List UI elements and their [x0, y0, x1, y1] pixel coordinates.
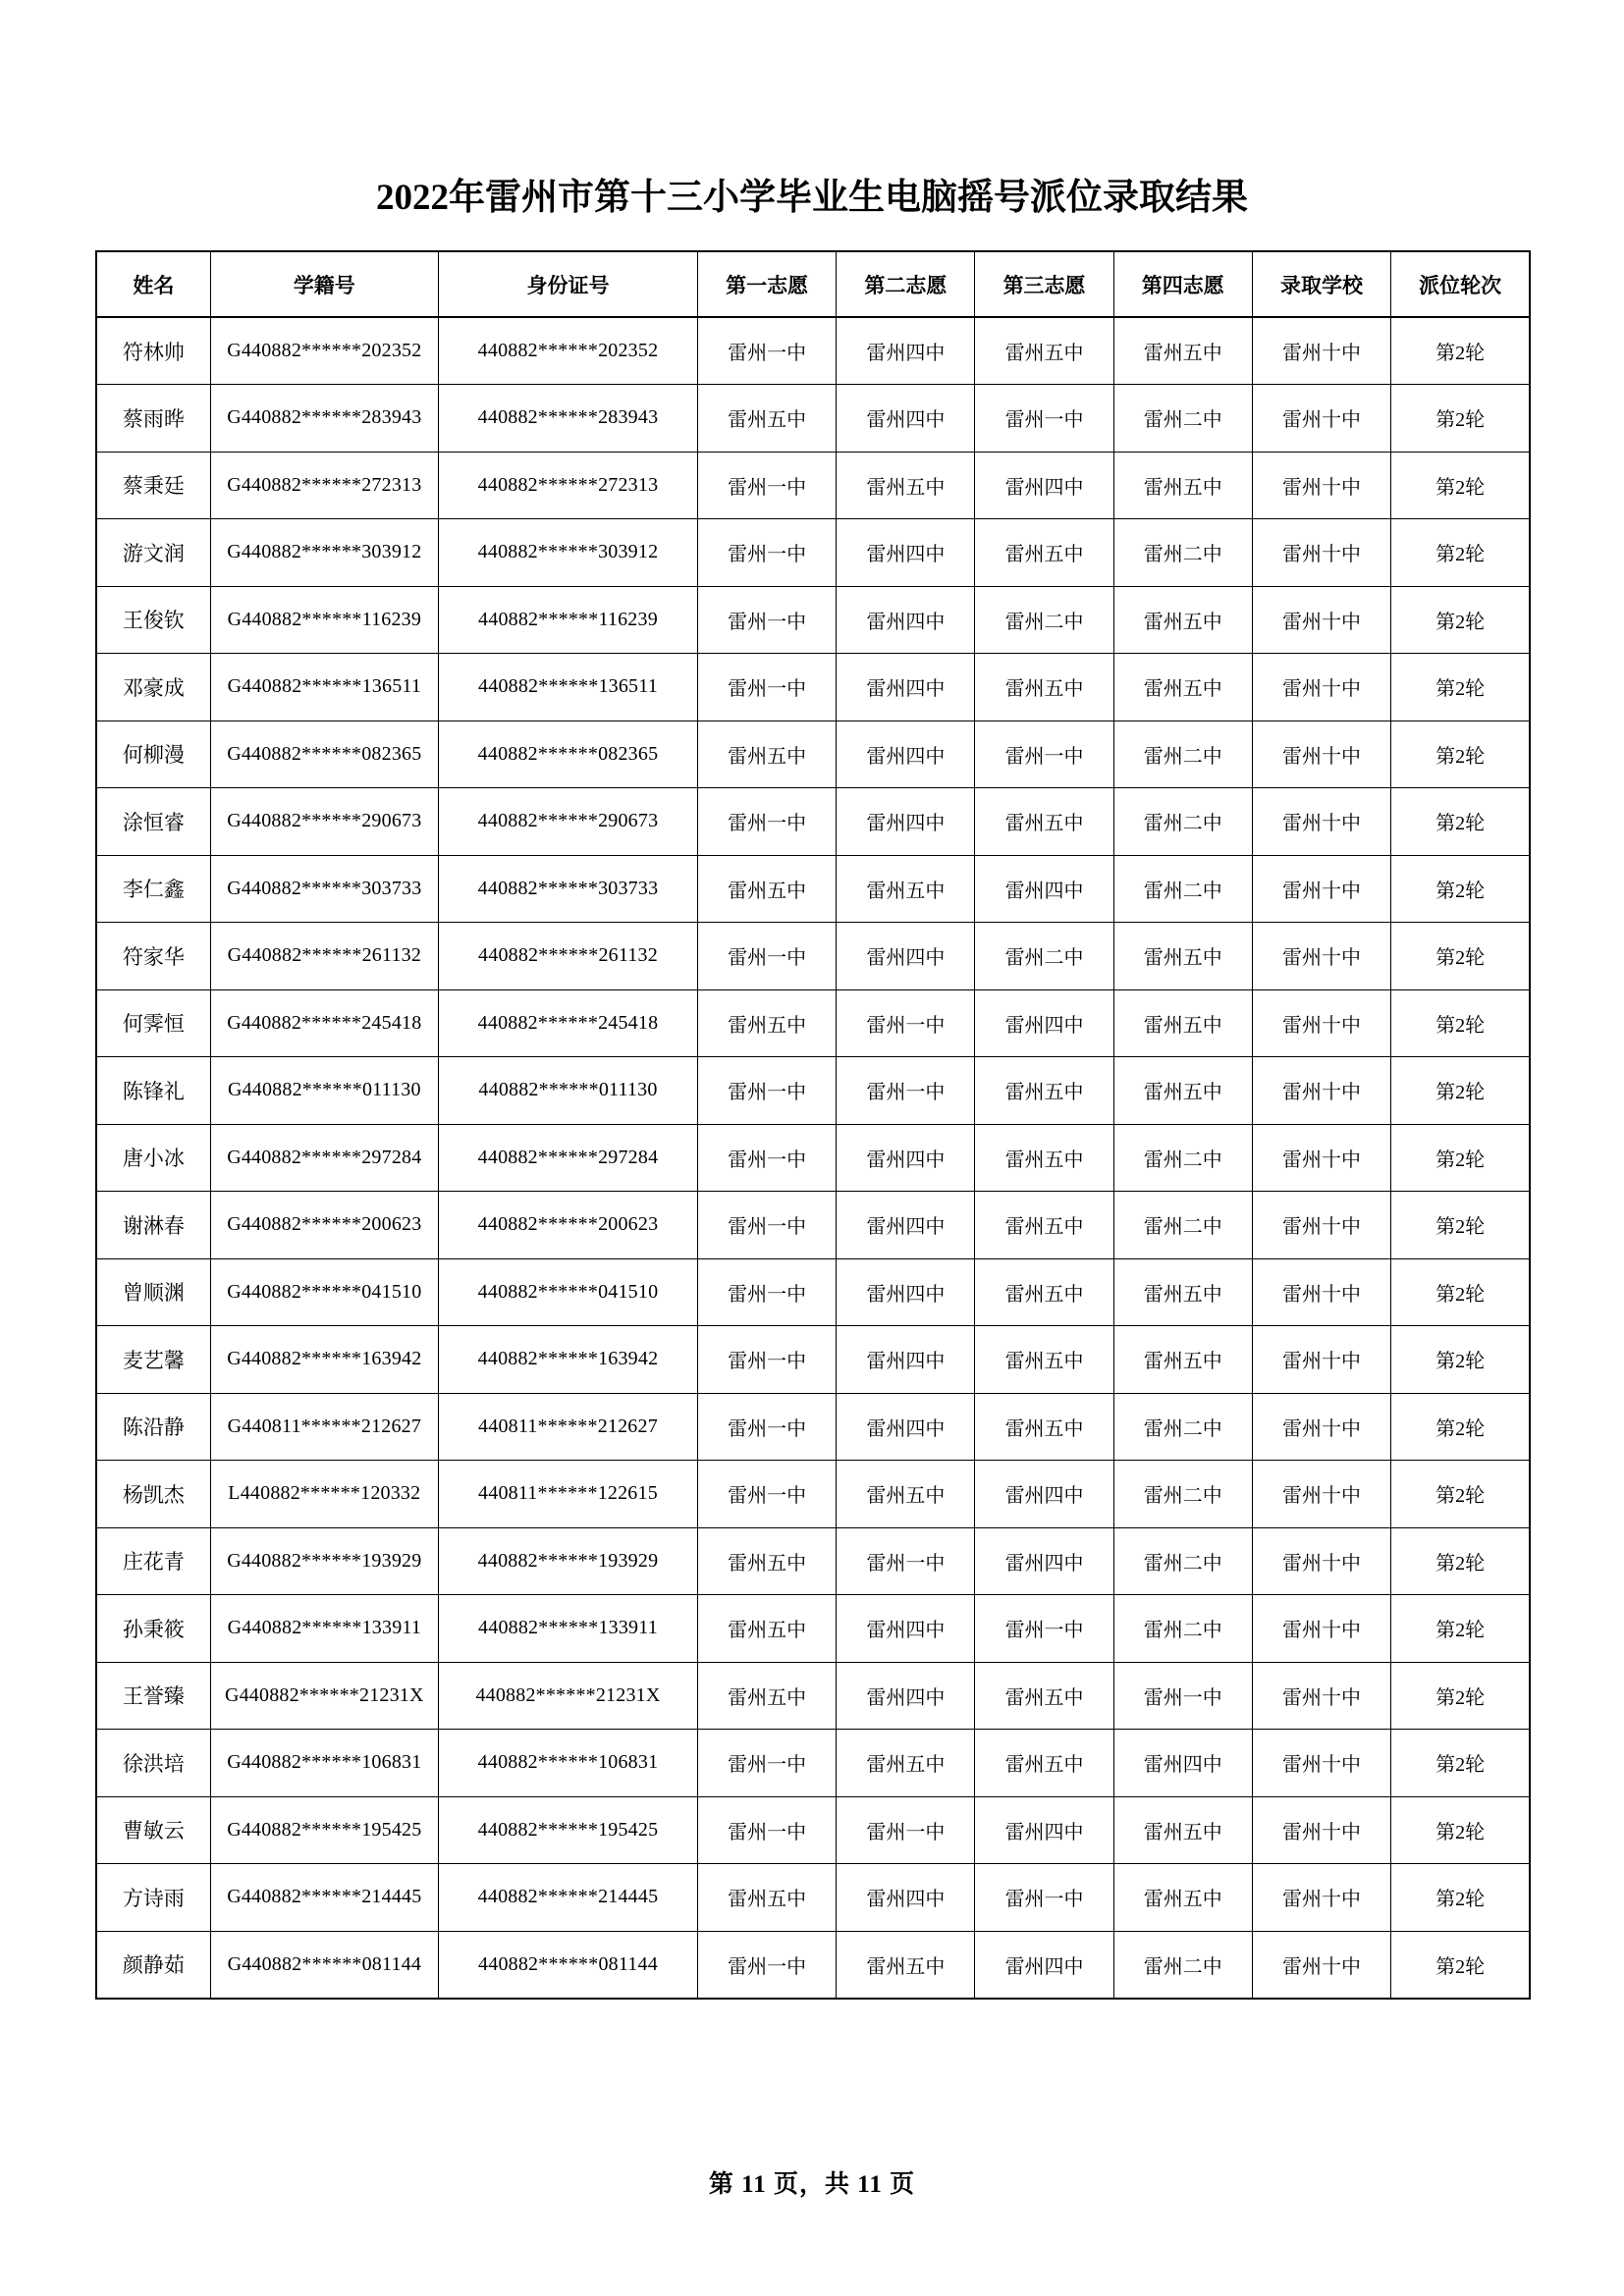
cell-name: 谢淋春 [96, 1192, 210, 1259]
cell-idno: 440882******116239 [438, 586, 697, 654]
cell-ch2: 雷州五中 [837, 1461, 975, 1528]
table-row [96, 923, 1530, 990]
table-row [96, 1258, 1530, 1326]
table-row [96, 654, 1530, 721]
table-row [96, 1192, 1530, 1259]
cell-ch4: 雷州二中 [1113, 855, 1252, 923]
cell-name: 颜静茹 [96, 1931, 210, 1999]
cell-idno: 440882******041510 [438, 1258, 697, 1326]
cell-ch4: 雷州二中 [1113, 721, 1252, 788]
cell-name: 涂恒睿 [96, 788, 210, 856]
table-row [96, 586, 1530, 654]
cell-idno: 440882******303912 [438, 519, 697, 587]
cell-ch3: 雷州四中 [975, 1931, 1113, 1999]
cell-ch1: 雷州五中 [697, 1595, 836, 1663]
column-header-choice-4: 第四志愿 [1113, 251, 1252, 317]
cell-round: 第2轮 [1391, 1730, 1530, 1797]
cell-round: 第2轮 [1391, 317, 1530, 385]
cell-name: 符林帅 [96, 317, 210, 385]
cell-ch2: 雷州四中 [837, 1662, 975, 1730]
cell-ch2: 雷州四中 [837, 1864, 975, 1932]
cell-round: 第2轮 [1391, 1057, 1530, 1125]
cell-xueji: G440882******041510 [210, 1258, 438, 1326]
cell-ch2: 雷州五中 [837, 452, 975, 519]
cell-ch2: 雷州一中 [837, 1796, 975, 1864]
cell-xueji: G440882******283943 [210, 385, 438, 453]
cell-ch1: 雷州一中 [697, 1796, 836, 1864]
cell-idno: 440882******202352 [438, 317, 697, 385]
cell-ch2: 雷州一中 [837, 989, 975, 1057]
cell-ch2: 雷州四中 [837, 923, 975, 990]
cell-ch1: 雷州一中 [697, 1461, 836, 1528]
cell-ch2: 雷州四中 [837, 317, 975, 385]
cell-ch2: 雷州四中 [837, 1326, 975, 1394]
cell-ch2: 雷州四中 [837, 1124, 975, 1192]
cell-school: 雷州十中 [1252, 452, 1390, 519]
cell-ch3: 雷州一中 [975, 385, 1113, 453]
cell-name: 孙秉筱 [96, 1595, 210, 1663]
cell-round: 第2轮 [1391, 586, 1530, 654]
cell-idno: 440882******283943 [438, 385, 697, 453]
cell-ch1: 雷州一中 [697, 923, 836, 990]
cell-name: 方诗雨 [96, 1864, 210, 1932]
cell-ch2: 雷州一中 [837, 1527, 975, 1595]
cell-ch4: 雷州五中 [1113, 989, 1252, 1057]
table-header-row [96, 251, 1530, 317]
cell-ch4: 雷州一中 [1113, 1662, 1252, 1730]
cell-ch2: 雷州四中 [837, 788, 975, 856]
cell-ch1: 雷州一中 [697, 1730, 836, 1797]
table-row [96, 1864, 1530, 1932]
cell-idno: 440882******136511 [438, 654, 697, 721]
cell-ch2: 雷州五中 [837, 855, 975, 923]
cell-round: 第2轮 [1391, 1393, 1530, 1461]
table-row [96, 989, 1530, 1057]
cell-xueji: G440882******200623 [210, 1192, 438, 1259]
cell-idno: 440882******272313 [438, 452, 697, 519]
cell-ch2: 雷州五中 [837, 1931, 975, 1999]
cell-ch4: 雷州二中 [1113, 1393, 1252, 1461]
cell-xueji: G440882******272313 [210, 452, 438, 519]
cell-round: 第2轮 [1391, 989, 1530, 1057]
column-header-xueji: 学籍号 [210, 251, 438, 317]
cell-school: 雷州十中 [1252, 721, 1390, 788]
column-header-school: 录取学校 [1252, 251, 1390, 317]
table-row [96, 519, 1530, 587]
cell-ch3: 雷州五中 [975, 1662, 1113, 1730]
cell-idno: 440882******082365 [438, 721, 697, 788]
cell-round: 第2轮 [1391, 519, 1530, 587]
table-row [96, 1730, 1530, 1797]
cell-ch1: 雷州一中 [697, 1057, 836, 1125]
cell-idno: 440882******106831 [438, 1730, 697, 1797]
cell-ch1: 雷州五中 [697, 1662, 836, 1730]
cell-xueji: G440882******193929 [210, 1527, 438, 1595]
table-row [96, 1326, 1530, 1394]
cell-idno: 440882******163942 [438, 1326, 697, 1394]
cell-idno: 440882******193929 [438, 1527, 697, 1595]
table-row [96, 1796, 1530, 1864]
cell-idno: 440882******303733 [438, 855, 697, 923]
cell-school: 雷州十中 [1252, 1258, 1390, 1326]
cell-idno: 440882******195425 [438, 1796, 697, 1864]
cell-ch4: 雷州二中 [1113, 1595, 1252, 1663]
cell-school: 雷州十中 [1252, 385, 1390, 453]
cell-xueji: G440882******011130 [210, 1057, 438, 1125]
table-row [96, 1124, 1530, 1192]
cell-round: 第2轮 [1391, 1864, 1530, 1932]
cell-ch2: 雷州四中 [837, 654, 975, 721]
cell-ch3: 雷州一中 [975, 1595, 1113, 1663]
cell-ch1: 雷州一中 [697, 1326, 836, 1394]
cell-ch1: 雷州一中 [697, 654, 836, 721]
cell-name: 王誉臻 [96, 1662, 210, 1730]
cell-name: 曹敏云 [96, 1796, 210, 1864]
cell-round: 第2轮 [1391, 1326, 1530, 1394]
cell-round: 第2轮 [1391, 1124, 1530, 1192]
cell-ch2: 雷州四中 [837, 519, 975, 587]
cell-idno: 440882******200623 [438, 1192, 697, 1259]
cell-ch4: 雷州五中 [1113, 586, 1252, 654]
cell-school: 雷州十中 [1252, 1931, 1390, 1999]
cell-xueji: G440882******261132 [210, 923, 438, 990]
cell-xueji: G440882******202352 [210, 317, 438, 385]
cell-ch3: 雷州四中 [975, 989, 1113, 1057]
cell-school: 雷州十中 [1252, 989, 1390, 1057]
cell-ch4: 雷州五中 [1113, 317, 1252, 385]
cell-idno: 440882******133911 [438, 1595, 697, 1663]
cell-idno: 440882******297284 [438, 1124, 697, 1192]
column-header-choice-1: 第一志愿 [697, 251, 836, 317]
cell-ch1: 雷州五中 [697, 385, 836, 453]
cell-xueji: G440882******195425 [210, 1796, 438, 1864]
cell-idno: 440882******214445 [438, 1864, 697, 1932]
cell-ch2: 雷州四中 [837, 385, 975, 453]
cell-ch3: 雷州四中 [975, 855, 1113, 923]
cell-xueji: G440811******212627 [210, 1393, 438, 1461]
table-row [96, 1931, 1530, 1999]
cell-xueji: G440882******136511 [210, 654, 438, 721]
cell-school: 雷州十中 [1252, 923, 1390, 990]
cell-school: 雷州十中 [1252, 1192, 1390, 1259]
cell-school: 雷州十中 [1252, 1730, 1390, 1797]
cell-idno: 440882******261132 [438, 923, 697, 990]
cell-name: 麦艺馨 [96, 1326, 210, 1394]
cell-round: 第2轮 [1391, 654, 1530, 721]
cell-ch4: 雷州五中 [1113, 1796, 1252, 1864]
cell-round: 第2轮 [1391, 1595, 1530, 1663]
cell-ch1: 雷州五中 [697, 721, 836, 788]
cell-ch4: 雷州二中 [1113, 385, 1252, 453]
cell-idno: 440882******290673 [438, 788, 697, 856]
cell-xueji: G440882******303733 [210, 855, 438, 923]
cell-ch4: 雷州二中 [1113, 519, 1252, 587]
cell-ch1: 雷州一中 [697, 519, 836, 587]
cell-ch3: 雷州四中 [975, 1461, 1113, 1528]
table-row [96, 1057, 1530, 1125]
cell-ch1: 雷州一中 [697, 1258, 836, 1326]
cell-ch1: 雷州一中 [697, 1124, 836, 1192]
cell-ch3: 雷州五中 [975, 1192, 1113, 1259]
cell-ch2: 雷州四中 [837, 721, 975, 788]
cell-ch4: 雷州二中 [1113, 1931, 1252, 1999]
cell-idno: 440882******011130 [438, 1057, 697, 1125]
cell-school: 雷州十中 [1252, 1662, 1390, 1730]
cell-ch2: 雷州四中 [837, 1192, 975, 1259]
cell-name: 蔡雨晔 [96, 385, 210, 453]
cell-idno: 440882******081144 [438, 1931, 697, 1999]
table-row [96, 317, 1530, 385]
cell-xueji: G440882******106831 [210, 1730, 438, 1797]
cell-round: 第2轮 [1391, 721, 1530, 788]
table-row [96, 721, 1530, 788]
cell-ch2: 雷州五中 [837, 1730, 975, 1797]
table-header [96, 251, 1530, 317]
cell-school: 雷州十中 [1252, 788, 1390, 856]
cell-idno: 440882******21231X [438, 1662, 697, 1730]
cell-ch1: 雷州一中 [697, 317, 836, 385]
cell-name: 曾顺渊 [96, 1258, 210, 1326]
cell-ch4: 雷州二中 [1113, 1124, 1252, 1192]
cell-idno: 440811******212627 [438, 1393, 697, 1461]
cell-xueji: G440882******245418 [210, 989, 438, 1057]
table-row [96, 1595, 1530, 1663]
cell-ch2: 雷州四中 [837, 586, 975, 654]
cell-round: 第2轮 [1391, 1461, 1530, 1528]
cell-xueji: G440882******290673 [210, 788, 438, 856]
cell-ch3: 雷州五中 [975, 1057, 1113, 1125]
cell-round: 第2轮 [1391, 923, 1530, 990]
cell-school: 雷州十中 [1252, 855, 1390, 923]
cell-ch3: 雷州四中 [975, 1527, 1113, 1595]
cell-ch3: 雷州五中 [975, 317, 1113, 385]
cell-school: 雷州十中 [1252, 654, 1390, 721]
column-header-name: 姓名 [96, 251, 210, 317]
cell-ch3: 雷州五中 [975, 788, 1113, 856]
cell-ch1: 雷州一中 [697, 586, 836, 654]
cell-ch3: 雷州一中 [975, 721, 1113, 788]
cell-name: 符家华 [96, 923, 210, 990]
cell-round: 第2轮 [1391, 1662, 1530, 1730]
cell-ch1: 雷州五中 [697, 989, 836, 1057]
cell-round: 第2轮 [1391, 385, 1530, 453]
cell-name: 陈沿静 [96, 1393, 210, 1461]
cell-school: 雷州十中 [1252, 1461, 1390, 1528]
cell-ch1: 雷州一中 [697, 788, 836, 856]
cell-name: 陈锋礼 [96, 1057, 210, 1125]
cell-ch1: 雷州五中 [697, 1527, 836, 1595]
cell-ch1: 雷州一中 [697, 1393, 836, 1461]
cell-ch2: 雷州四中 [837, 1595, 975, 1663]
cell-name: 游文润 [96, 519, 210, 587]
cell-school: 雷州十中 [1252, 1864, 1390, 1932]
cell-name: 杨凯杰 [96, 1461, 210, 1528]
cell-ch4: 雷州五中 [1113, 1057, 1252, 1125]
table-row [96, 1662, 1530, 1730]
cell-ch3: 雷州五中 [975, 1326, 1113, 1394]
cell-ch1: 雷州五中 [697, 855, 836, 923]
cell-ch4: 雷州五中 [1113, 1326, 1252, 1394]
table-row [96, 385, 1530, 453]
cell-school: 雷州十中 [1252, 1393, 1390, 1461]
cell-ch4: 雷州二中 [1113, 788, 1252, 856]
cell-xueji: G440882******082365 [210, 721, 438, 788]
cell-ch3: 雷州四中 [975, 1796, 1113, 1864]
cell-name: 何霁恒 [96, 989, 210, 1057]
cell-ch1: 雷州一中 [697, 452, 836, 519]
cell-ch2: 雷州四中 [837, 1258, 975, 1326]
table-row [96, 1527, 1530, 1595]
column-header-choice-2: 第二志愿 [837, 251, 975, 317]
cell-school: 雷州十中 [1252, 1796, 1390, 1864]
cell-school: 雷州十中 [1252, 1595, 1390, 1663]
cell-ch2: 雷州四中 [837, 1393, 975, 1461]
cell-name: 何柳漫 [96, 721, 210, 788]
table-body [96, 317, 1530, 1999]
cell-ch1: 雷州五中 [697, 1864, 836, 1932]
table-row [96, 1393, 1530, 1461]
cell-round: 第2轮 [1391, 452, 1530, 519]
table-row [96, 788, 1530, 856]
table-row [96, 1461, 1530, 1528]
cell-round: 第2轮 [1391, 1931, 1530, 1999]
cell-xueji: G440882******133911 [210, 1595, 438, 1663]
cell-round: 第2轮 [1391, 1192, 1530, 1259]
cell-ch4: 雷州二中 [1113, 1461, 1252, 1528]
cell-ch3: 雷州五中 [975, 1258, 1113, 1326]
cell-ch4: 雷州二中 [1113, 1192, 1252, 1259]
column-header-idno: 身份证号 [438, 251, 697, 317]
column-header-round: 派位轮次 [1391, 251, 1530, 317]
results-table [95, 250, 1531, 2000]
cell-school: 雷州十中 [1252, 1326, 1390, 1394]
cell-name: 蔡秉廷 [96, 452, 210, 519]
cell-xueji: G440882******214445 [210, 1864, 438, 1932]
cell-ch3: 雷州五中 [975, 1124, 1113, 1192]
cell-round: 第2轮 [1391, 1796, 1530, 1864]
cell-ch3: 雷州四中 [975, 452, 1113, 519]
cell-ch4: 雷州五中 [1113, 1258, 1252, 1326]
cell-ch3: 雷州五中 [975, 1393, 1113, 1461]
page-footer: 第 11 页，共 11 页 [708, 2171, 916, 2198]
cell-round: 第2轮 [1391, 1527, 1530, 1595]
cell-ch3: 雷州五中 [975, 654, 1113, 721]
cell-name: 庄花青 [96, 1527, 210, 1595]
cell-round: 第2轮 [1391, 855, 1530, 923]
cell-ch4: 雷州五中 [1113, 923, 1252, 990]
cell-school: 雷州十中 [1252, 317, 1390, 385]
page-title: 2022年雷州市第十三小学毕业生电脑摇号派位录取结果 [376, 178, 1248, 218]
cell-idno: 440882******245418 [438, 989, 697, 1057]
cell-idno: 440811******122615 [438, 1461, 697, 1528]
cell-round: 第2轮 [1391, 788, 1530, 856]
cell-school: 雷州十中 [1252, 586, 1390, 654]
cell-ch3: 雷州二中 [975, 923, 1113, 990]
cell-ch4: 雷州五中 [1113, 654, 1252, 721]
cell-xueji: L440882******120332 [210, 1461, 438, 1528]
cell-xueji: G440882******21231X [210, 1662, 438, 1730]
cell-name: 徐洪培 [96, 1730, 210, 1797]
cell-name: 邓豪成 [96, 654, 210, 721]
cell-school: 雷州十中 [1252, 1124, 1390, 1192]
cell-name: 李仁鑫 [96, 855, 210, 923]
cell-ch3: 雷州五中 [975, 519, 1113, 587]
cell-xueji: G440882******303912 [210, 519, 438, 587]
cell-name: 唐小冰 [96, 1124, 210, 1192]
column-header-choice-3: 第三志愿 [975, 251, 1113, 317]
results-table-container [95, 250, 1531, 2000]
cell-ch4: 雷州四中 [1113, 1730, 1252, 1797]
cell-xueji: G440882******116239 [210, 586, 438, 654]
cell-ch2: 雷州一中 [837, 1057, 975, 1125]
cell-ch3: 雷州五中 [975, 1730, 1113, 1797]
cell-name: 王俊钦 [96, 586, 210, 654]
cell-xueji: G440882******163942 [210, 1326, 438, 1394]
cell-ch3: 雷州二中 [975, 586, 1113, 654]
cell-ch4: 雷州五中 [1113, 452, 1252, 519]
cell-school: 雷州十中 [1252, 1527, 1390, 1595]
cell-ch3: 雷州一中 [975, 1864, 1113, 1932]
cell-school: 雷州十中 [1252, 519, 1390, 587]
cell-round: 第2轮 [1391, 1258, 1530, 1326]
cell-xueji: G440882******297284 [210, 1124, 438, 1192]
cell-ch1: 雷州一中 [697, 1931, 836, 1999]
table-row [96, 452, 1530, 519]
cell-ch1: 雷州一中 [697, 1192, 836, 1259]
cell-school: 雷州十中 [1252, 1057, 1390, 1125]
cell-ch4: 雷州五中 [1113, 1864, 1252, 1932]
cell-ch4: 雷州二中 [1113, 1527, 1252, 1595]
table-row [96, 855, 1530, 923]
cell-xueji: G440882******081144 [210, 1931, 438, 1999]
